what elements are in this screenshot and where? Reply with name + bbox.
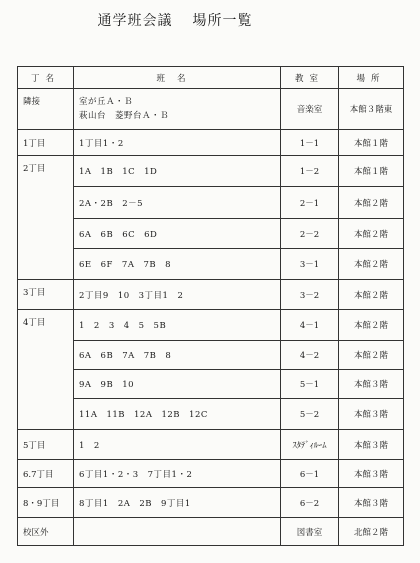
room-cell: 図書室: [281, 518, 339, 546]
room-cell: 4－1: [281, 310, 339, 341]
table-row: [18, 341, 404, 370]
table-row: [18, 430, 404, 460]
room-cell: 6－1: [281, 460, 339, 488]
table-row: [18, 187, 404, 219]
table-row: [18, 310, 404, 341]
room-cell: 2－1: [281, 187, 339, 219]
han-cell: [74, 89, 281, 130]
loc-cell: 本館３階: [339, 399, 404, 430]
han-cell: 1A 1B 1C 1D: [74, 156, 281, 187]
header-loc: 場所: [339, 67, 404, 89]
cho-cell: 3丁目: [18, 280, 74, 310]
cho-cell: 隣接: [18, 89, 74, 130]
table-row: [18, 219, 404, 249]
loc-cell: 本館２階: [339, 187, 404, 219]
room-cell: ｽﾀﾃﾞｨﾙｰﾑ: [281, 430, 339, 460]
header-room: 教室: [281, 67, 339, 89]
loc-cell: 本館２階: [339, 219, 404, 249]
han-cell: 6A 6B 6C 6D: [74, 219, 281, 249]
cho-cell: 4丁目: [18, 310, 74, 430]
cho-cell: 8・9丁目: [18, 488, 74, 518]
room-cell: 3－1: [281, 249, 339, 280]
table-row: [18, 399, 404, 430]
han-cell: 6丁目1・2・3 7丁目1・2: [74, 460, 281, 488]
table-row: [18, 518, 404, 546]
cho-cell: 校区外: [18, 518, 74, 546]
han-cell: 1 2 3 4 5 5B: [74, 310, 281, 341]
cho-cell: 5丁目: [18, 430, 74, 460]
header-cho: 丁名: [18, 67, 74, 89]
loc-cell: 本館２階: [339, 280, 404, 310]
document-title: [0, 10, 350, 30]
loc-cell: 本館３階: [339, 460, 404, 488]
loc-cell: 本館１階: [339, 156, 404, 187]
cho-cell: 6.7丁目: [18, 460, 74, 488]
room-cell: 5－2: [281, 399, 339, 430]
room-cell: 3－2: [281, 280, 339, 310]
table-row: [18, 156, 404, 187]
han-cell: 2丁目9 10 3丁目1 2: [74, 280, 281, 310]
loc-cell: 本館２階: [339, 341, 404, 370]
title-right: 場所一覧: [192, 13, 253, 29]
loc-cell: 本館３階: [339, 430, 404, 460]
loc-cell: 本館１階: [339, 130, 404, 156]
han-cell: 6E 6F 7A 7B 8: [74, 249, 281, 280]
loc-cell: 本館３階: [339, 370, 404, 399]
han-cell: 8丁目1 2A 2B 9丁目1: [74, 488, 281, 518]
table-row: [18, 130, 404, 156]
table-row: [18, 370, 404, 399]
room-cell: 5－1: [281, 370, 339, 399]
loc-cell: 本館２階: [339, 249, 404, 280]
room-cell: 2－2: [281, 219, 339, 249]
room-cell: 4－2: [281, 341, 339, 370]
loc-cell: 本館３階東: [339, 89, 404, 130]
cho-cell: 1丁目: [18, 130, 74, 156]
room-cell: 音楽室: [281, 89, 339, 130]
room-cell: 1－2: [281, 156, 339, 187]
han-cell: 1丁目1・2: [74, 130, 281, 156]
header-row: [18, 67, 404, 89]
han-cell: 2A・2B 2－5: [74, 187, 281, 219]
han-cell: 11A 11B 12A 12B 12C: [74, 399, 281, 430]
han-cell: 6A 6B 7A 7B 8: [74, 341, 281, 370]
han-cell: 9A 9B 10: [74, 370, 281, 399]
han-line: 室が丘Ａ・Ｂ: [79, 97, 134, 107]
table-row: [18, 280, 404, 310]
header-han: 班名: [74, 67, 281, 89]
han-cell: 1 2: [74, 430, 281, 460]
title-left: 通学班会議: [97, 13, 173, 29]
table-row: [18, 460, 404, 488]
cho-cell: 2丁目: [18, 156, 74, 280]
table-row: [18, 89, 404, 130]
table-row: [18, 488, 404, 518]
han-line: 萩山台 菱野台Ａ・Ｂ: [79, 111, 170, 121]
loc-cell: 本館３階: [339, 488, 404, 518]
table-row: [18, 249, 404, 280]
loc-cell: 本館２階: [339, 310, 404, 341]
room-cell: 1－1: [281, 130, 339, 156]
location-table: [17, 66, 404, 546]
han-cell: [74, 518, 281, 546]
loc-cell: 北館２階: [339, 518, 404, 546]
room-cell: 6－2: [281, 488, 339, 518]
